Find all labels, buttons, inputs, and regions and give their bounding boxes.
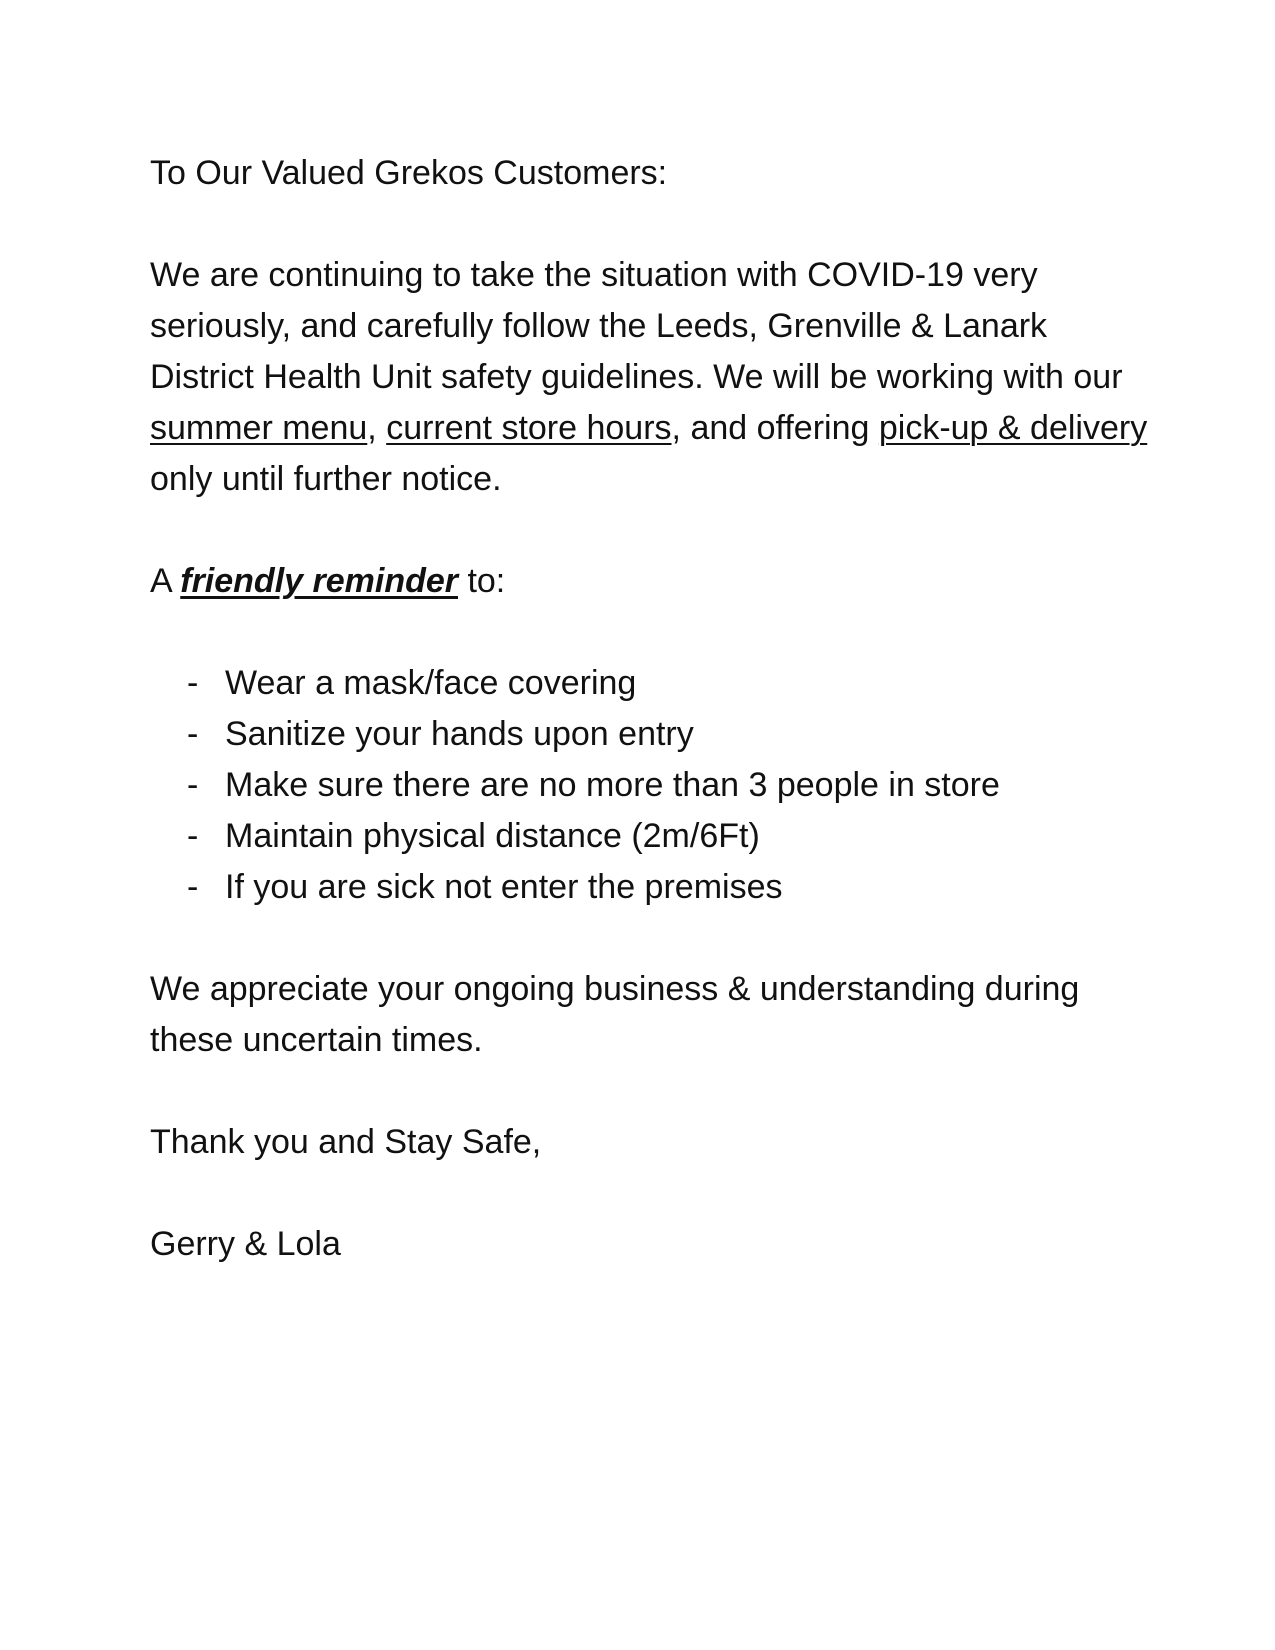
reminder-suffix: to: — [458, 562, 506, 600]
list-item — [150, 760, 1150, 811]
paragraph-text-start: We are continuing to take the situation with COVID-19 very seriously, and carefully follow the Leeds, Grenville & Lanark District Health Unit safety guidelines. We will be working with our — [150, 256, 1123, 396]
list-dash: - — [187, 817, 199, 855]
list-dash: - — [187, 868, 199, 906]
greeting: To Our Valued Grekos Customers: — [150, 154, 668, 192]
letter-body — [150, 148, 1150, 1270]
reminder-prefix: A — [150, 562, 181, 600]
list-item — [150, 658, 1150, 709]
summer-menu-link[interactable]: summer menu — [150, 409, 368, 447]
list-dash: - — [187, 715, 199, 753]
list-item — [150, 709, 1150, 760]
store-hours-link[interactable]: current store hours — [386, 409, 672, 447]
paragraph-separator-1: , — [367, 409, 387, 447]
covid-update-paragraph — [150, 250, 1150, 505]
paragraph-separator-2: , and offering — [671, 409, 879, 447]
friendly-reminder-emphasis: friendly reminder — [180, 562, 458, 600]
list-item-text: Maintain physical distance (2m/6Ft) — [225, 817, 760, 855]
reminder-list — [150, 658, 1150, 913]
list-item — [150, 811, 1150, 862]
closing-line: Thank you and Stay Safe, — [150, 1123, 542, 1161]
list-item — [150, 862, 1150, 913]
reminder-intro — [150, 556, 1150, 607]
list-item-text: Wear a mask/face covering — [225, 664, 637, 702]
list-dash: - — [187, 766, 199, 804]
list-item-text: If you are sick not enter the premises — [225, 868, 783, 906]
paragraph-text-end: only until further notice. — [150, 460, 502, 498]
list-item-text: Make sure there are no more than 3 people in store — [225, 766, 1000, 804]
pickup-delivery-link[interactable]: pick-up & delivery — [878, 409, 1148, 447]
list-item-text: Sanitize your hands upon entry — [225, 715, 694, 753]
list-dash: - — [187, 664, 199, 702]
appreciation-paragraph: We appreciate your ongoing business & understanding during these uncertain times. — [150, 970, 1080, 1059]
signature: Gerry & Lola — [150, 1225, 341, 1263]
